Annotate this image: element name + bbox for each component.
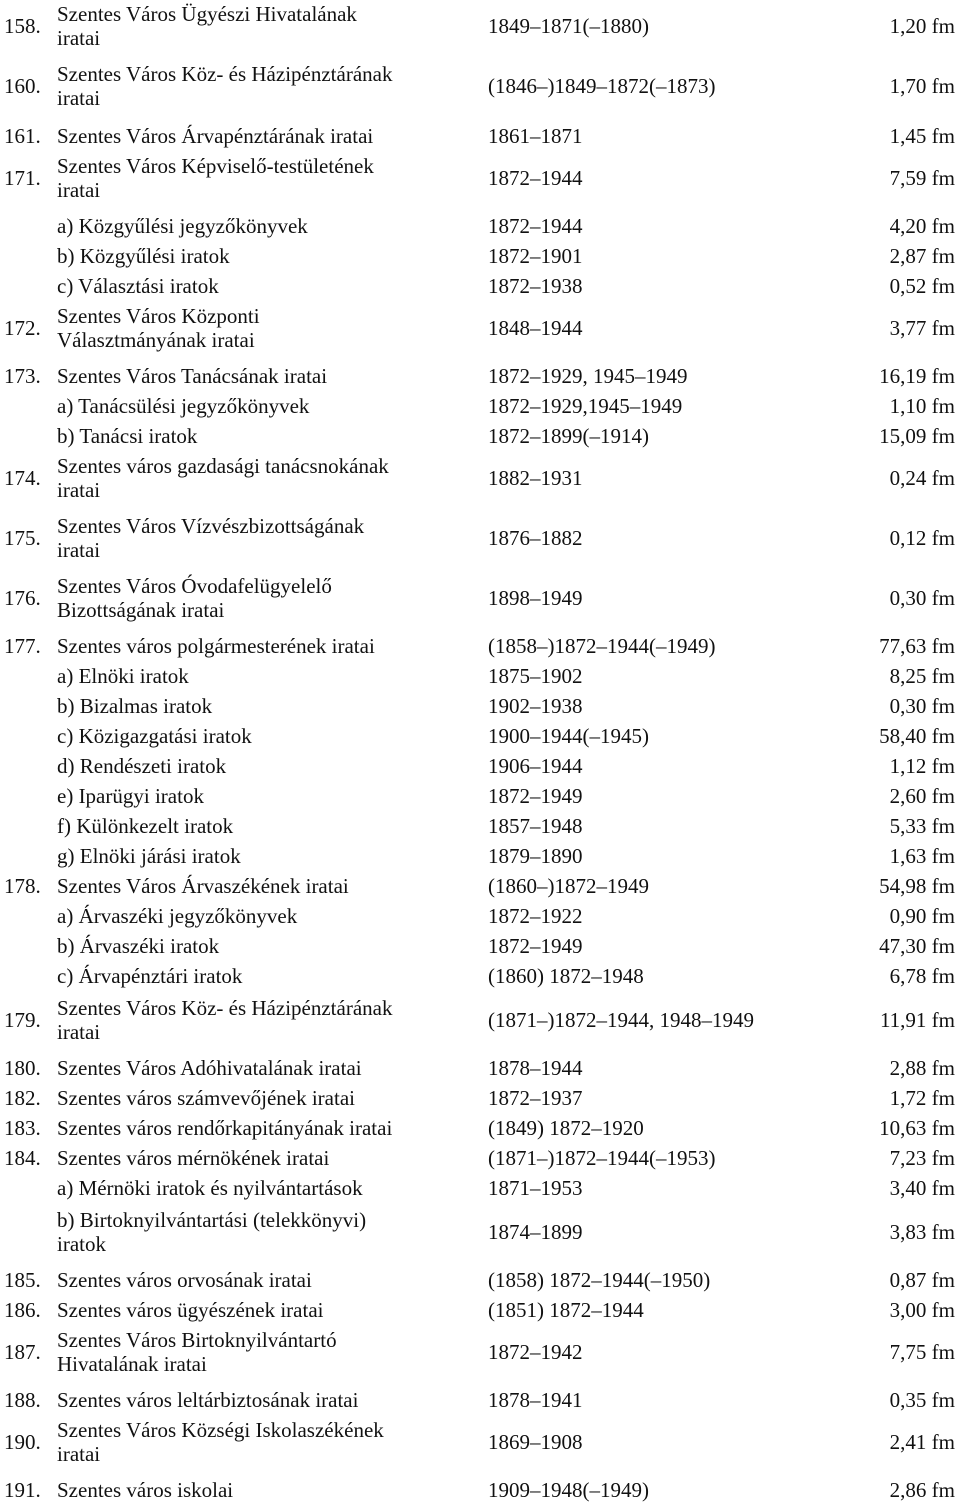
entry-number: 176. <box>4 586 41 610</box>
entry-dates: (1871–)1872–1944(–1953) <box>488 1146 716 1170</box>
entry-title <box>57 1388 358 1412</box>
entry-title <box>57 724 252 748</box>
entry-title-line: Szentes város leltárbiztosának iratai <box>57 1388 359 1412</box>
entry-title <box>57 454 389 502</box>
entry-number: 158. <box>4 14 41 38</box>
entry-title-line: Szentes Város Vízvészbizottságának <box>57 514 365 538</box>
entry-dates: 1872–1929,1945–1949 <box>488 394 683 418</box>
entry-extent: 4,20 fm <box>889 214 955 238</box>
list-item <box>0 814 960 838</box>
entry-dates: (1858–)1872–1944(–1949) <box>488 634 716 658</box>
list-item <box>0 694 960 718</box>
entry-number: 161. <box>4 124 41 148</box>
entry-dates: 1871–1953 <box>488 1176 583 1200</box>
entry-title <box>57 934 219 958</box>
entry-title-line: Hivatalának iratai <box>57 1352 207 1376</box>
entry-title <box>57 62 392 110</box>
entry-dates: (1860) 1872–1948 <box>488 964 644 988</box>
entry-title-line: Szentes város polgármesterének iratai <box>57 634 375 658</box>
entry-title-line: Szentes Város Ügyészi Hivatalának <box>57 2 357 26</box>
entry-extent: 0,30 fm <box>889 694 955 718</box>
entry-dates: 1882–1931 <box>488 466 583 490</box>
entry-title-line: Szentes Város Adóhivatalának iratai <box>57 1056 362 1080</box>
entry-extent: 8,25 fm <box>889 664 955 688</box>
list-item <box>0 754 960 778</box>
entry-title <box>57 1298 323 1322</box>
entry-extent: 7,59 fm <box>889 166 955 190</box>
entry-number: 190. <box>4 1430 41 1454</box>
entry-number: 172. <box>4 316 41 340</box>
entry-extent: 2,88 fm <box>889 1056 955 1080</box>
entry-title <box>57 874 349 898</box>
entry-dates: 1909–1948(–1949) <box>488 1478 649 1502</box>
list-item <box>0 1388 960 1412</box>
entry-extent: 1,45 fm <box>889 124 955 148</box>
entry-title <box>57 1208 366 1256</box>
entry-title-line: c) Közigazgatási iratok <box>57 724 252 748</box>
entry-dates: 1878–1944 <box>488 1056 583 1080</box>
entry-title <box>57 244 230 268</box>
entry-extent: 7,75 fm <box>889 1340 955 1364</box>
list-item <box>0 844 960 868</box>
entry-title <box>57 634 375 658</box>
list-item <box>0 784 960 808</box>
entry-dates: (1849) 1872–1920 <box>488 1116 644 1140</box>
entry-title-line: Szentes Város Központi <box>57 304 260 328</box>
entry-extent: 7,23 fm <box>889 1146 955 1170</box>
entry-title-line: b) Birtoknyilvántartási (telekkönyvi) <box>57 1208 367 1232</box>
entry-dates: 1872–1949 <box>488 784 583 808</box>
entry-title-line: d) Rendészeti iratok <box>57 754 227 778</box>
entry-dates: 1900–1944(–1945) <box>488 724 649 748</box>
entry-extent: 77,63 fm <box>879 634 955 658</box>
entry-dates: (1846–)1849–1872(–1873) <box>488 74 716 98</box>
entry-number: 171. <box>4 166 41 190</box>
entry-title <box>57 1086 355 1110</box>
entry-title <box>57 574 332 622</box>
list-item <box>0 364 960 388</box>
list-item <box>0 154 960 202</box>
entry-number: 185. <box>4 1268 41 1292</box>
entry-title <box>57 304 260 352</box>
entry-dates: 1878–1941 <box>488 1388 583 1412</box>
list-item <box>0 934 960 958</box>
entry-number: 188. <box>4 1388 41 1412</box>
entry-number: 160. <box>4 74 41 98</box>
entry-title-line: Szentes Város Árvapénztárának iratai <box>57 124 374 148</box>
list-item <box>0 964 960 988</box>
entry-title-line: Szentes város iskolai <box>57 1478 234 1502</box>
entry-title-line: Szentes város mérnökének iratai <box>57 1146 330 1170</box>
entry-title-line: Szentes Város Képviselő-testületének <box>57 154 374 178</box>
entry-extent: 0,30 fm <box>889 586 955 610</box>
entry-title <box>57 214 308 238</box>
entry-title <box>57 124 373 148</box>
entry-dates: (1860–)1872–1949 <box>488 874 649 898</box>
entry-dates: (1871–)1872–1944, 1948–1949 <box>488 1008 754 1032</box>
entry-dates: 1848–1944 <box>488 316 583 340</box>
list-item <box>0 1418 960 1466</box>
entry-extent: 0,52 fm <box>889 274 955 298</box>
list-item <box>0 304 960 352</box>
entry-dates: 1872–1922 <box>488 904 583 928</box>
entry-extent: 58,40 fm <box>879 724 955 748</box>
entry-title-line: Szentes Város Árvaszékének iratai <box>57 874 349 898</box>
list-item <box>0 1176 960 1200</box>
entry-title <box>57 1478 233 1502</box>
entry-title <box>57 1176 363 1200</box>
entry-number: 177. <box>4 634 41 658</box>
list-item <box>0 1328 960 1376</box>
entry-title-line: iratai <box>57 1020 101 1044</box>
entry-number: 183. <box>4 1116 41 1140</box>
list-item <box>0 1268 960 1292</box>
entry-number: 184. <box>4 1146 41 1170</box>
entry-extent: 3,83 fm <box>889 1220 955 1244</box>
entry-extent: 54,98 fm <box>879 874 955 898</box>
entry-dates: 1879–1890 <box>488 844 583 868</box>
entry-extent: 2,41 fm <box>889 1430 955 1454</box>
entry-title-line: iratai <box>57 538 101 562</box>
entry-dates: 1872–1929, 1945–1949 <box>488 364 688 388</box>
entry-number: 180. <box>4 1056 41 1080</box>
entry-extent: 3,40 fm <box>889 1176 955 1200</box>
entry-title-line: c) Választási iratok <box>57 274 219 298</box>
list-item <box>0 514 960 562</box>
entry-title-line: Szentes Város Birtoknyilvántartó <box>57 1328 337 1352</box>
entry-extent: 1,20 fm <box>889 14 955 38</box>
entry-dates: 1857–1948 <box>488 814 583 838</box>
entry-title <box>57 1116 392 1140</box>
list-item <box>0 1116 960 1140</box>
entry-extent: 0,87 fm <box>889 1268 955 1292</box>
entry-extent: 0,35 fm <box>889 1388 955 1412</box>
entry-title-line: Bizottságának iratai <box>57 598 225 622</box>
list-item <box>0 274 960 298</box>
entry-title <box>57 664 189 688</box>
list-item <box>0 904 960 928</box>
list-item <box>0 996 960 1044</box>
entry-extent: 15,09 fm <box>879 424 955 448</box>
entry-title <box>57 364 327 388</box>
entry-title-line: b) Tanácsi iratok <box>57 424 198 448</box>
entry-extent: 11,91 fm <box>879 1008 955 1032</box>
list-item <box>0 874 960 898</box>
entry-title-line: Szentes Város Köz- és Házipénztárának <box>57 62 393 86</box>
entry-dates: 1876–1882 <box>488 526 583 550</box>
entry-title-line: a) Árvaszéki jegyzőkönyvek <box>57 904 298 928</box>
entry-title-line: a) Elnöki iratok <box>57 664 189 688</box>
entry-dates: 1872–1899(–1914) <box>488 424 649 448</box>
list-item <box>0 664 960 688</box>
entry-title <box>57 844 241 868</box>
list-item <box>0 724 960 748</box>
list-item <box>0 424 960 448</box>
entry-title <box>57 2 357 50</box>
entry-title <box>57 996 392 1044</box>
entry-title-line: c) Árvapénztári iratok <box>57 964 243 988</box>
entry-dates: 1849–1871(–1880) <box>488 14 649 38</box>
entry-title-line: Szentes város ügyészének iratai <box>57 1298 324 1322</box>
entry-dates: 1872–1937 <box>488 1086 583 1110</box>
entry-number: 173. <box>4 364 41 388</box>
list-item <box>0 1086 960 1110</box>
entry-extent: 6,78 fm <box>889 964 955 988</box>
entry-dates: 1874–1899 <box>488 1220 583 1244</box>
list-item <box>0 574 960 622</box>
entry-title <box>57 904 297 928</box>
entry-number: 182. <box>4 1086 41 1110</box>
entry-extent: 1,72 fm <box>889 1086 955 1110</box>
entry-extent: 5,33 fm <box>889 814 955 838</box>
list-item <box>0 454 960 502</box>
list-item <box>0 394 960 418</box>
entry-dates: 1902–1938 <box>488 694 583 718</box>
entry-number: 191. <box>4 1478 41 1502</box>
entry-title-line: Szentes város rendőrkapitányának iratai <box>57 1116 393 1140</box>
entry-dates: 1872–1949 <box>488 934 583 958</box>
entry-extent: 3,77 fm <box>889 316 955 340</box>
entry-extent: 1,10 fm <box>889 394 955 418</box>
entry-dates: 1861–1871 <box>488 124 583 148</box>
entry-dates: 1875–1902 <box>488 664 583 688</box>
entry-title-line: Szentes város gazdasági tanácsnokának <box>57 454 389 478</box>
entry-dates: 1872–1942 <box>488 1340 583 1364</box>
entry-extent: 2,60 fm <box>889 784 955 808</box>
entry-title-line: iratai <box>57 86 101 110</box>
entry-dates: 1872–1944 <box>488 214 583 238</box>
entry-title <box>57 694 212 718</box>
list-item <box>0 214 960 238</box>
entry-extent: 0,90 fm <box>889 904 955 928</box>
entry-title <box>57 1418 384 1466</box>
entry-extent: 0,24 fm <box>889 466 955 490</box>
list-item <box>0 62 960 110</box>
entry-extent: 2,86 fm <box>889 1478 955 1502</box>
entry-title-line: iratok <box>57 1232 106 1256</box>
entry-title <box>57 814 233 838</box>
entry-number: 175. <box>4 526 41 550</box>
entry-extent: 47,30 fm <box>879 934 955 958</box>
entry-dates: 1872–1901 <box>488 244 583 268</box>
entry-title-line: Szentes város orvosának iratai <box>57 1268 312 1292</box>
list-item <box>0 1478 960 1502</box>
entry-extent: 1,70 fm <box>889 74 955 98</box>
entry-extent: 10,63 fm <box>879 1116 955 1140</box>
entry-title <box>57 424 197 448</box>
entry-title <box>57 1268 312 1292</box>
entry-number: 186. <box>4 1298 41 1322</box>
entry-title-line: Szentes város számvevőjének iratai <box>57 1086 355 1110</box>
list-item <box>0 124 960 148</box>
entry-title-line: Választmányának iratai <box>57 328 255 352</box>
entry-dates: 1898–1949 <box>488 586 583 610</box>
entry-title-line: f) Különkezelt iratok <box>57 814 234 838</box>
list-item <box>0 634 960 658</box>
entry-title-line: a) Tanácsülési jegyzőkönyvek <box>57 394 310 418</box>
entry-title-line: a) Mérnöki iratok és nyilvántartások <box>57 1176 363 1200</box>
entry-title <box>57 1146 329 1170</box>
entry-title-line: a) Közgyűlési jegyzőkönyvek <box>57 214 308 238</box>
entry-title-line: b) Közgyűlési iratok <box>57 244 230 268</box>
list-item <box>0 2 960 50</box>
entry-title <box>57 274 219 298</box>
entry-title <box>57 754 226 778</box>
entry-title-line: Szentes Város Köz- és Házipénztárának <box>57 996 393 1020</box>
entry-title <box>57 394 309 418</box>
entry-number: 179. <box>4 1008 41 1032</box>
entry-title-line: b) Bizalmas iratok <box>57 694 213 718</box>
entry-number: 178. <box>4 874 41 898</box>
entry-dates: (1858) 1872–1944(–1950) <box>488 1268 711 1292</box>
entry-title <box>57 154 374 202</box>
entry-extent: 1,12 fm <box>889 754 955 778</box>
entry-title-line: iratai <box>57 1442 101 1466</box>
entry-number: 187. <box>4 1340 41 1364</box>
entry-title-line: b) Árvaszéki iratok <box>57 934 220 958</box>
entry-dates: 1872–1938 <box>488 274 583 298</box>
entry-title <box>57 1056 362 1080</box>
entry-dates: 1872–1944 <box>488 166 583 190</box>
entry-title-line: iratai <box>57 26 101 50</box>
entry-title-line: iratai <box>57 178 101 202</box>
entry-dates: 1906–1944 <box>488 754 583 778</box>
entry-dates: 1869–1908 <box>488 1430 583 1454</box>
entry-title-line: iratai <box>57 478 101 502</box>
entry-title-line: g) Elnöki járási iratok <box>57 844 241 868</box>
entry-title-line: Szentes Város Óvodafelügyelelő <box>57 574 332 598</box>
entry-extent: 1,63 fm <box>889 844 955 868</box>
entry-extent: 16,19 fm <box>879 364 955 388</box>
list-item <box>0 244 960 268</box>
entry-title <box>57 514 364 562</box>
entry-title <box>57 1328 337 1376</box>
list-item <box>0 1208 960 1256</box>
entry-extent: 2,87 fm <box>889 244 955 268</box>
list-item <box>0 1298 960 1322</box>
entry-extent: 0,12 fm <box>889 526 955 550</box>
entry-title-line: Szentes Város Tanácsának iratai <box>57 364 328 388</box>
list-item <box>0 1146 960 1170</box>
entry-extent: 3,00 fm <box>889 1298 955 1322</box>
entry-dates: (1851) 1872–1944 <box>488 1298 644 1322</box>
entry-number: 174. <box>4 466 41 490</box>
entry-title <box>57 964 242 988</box>
entry-title <box>57 784 204 808</box>
list-item <box>0 1056 960 1080</box>
entry-title-line: e) Iparügyi iratok <box>57 784 204 808</box>
entry-title-line: Szentes Város Községi Iskolaszékének <box>57 1418 384 1442</box>
